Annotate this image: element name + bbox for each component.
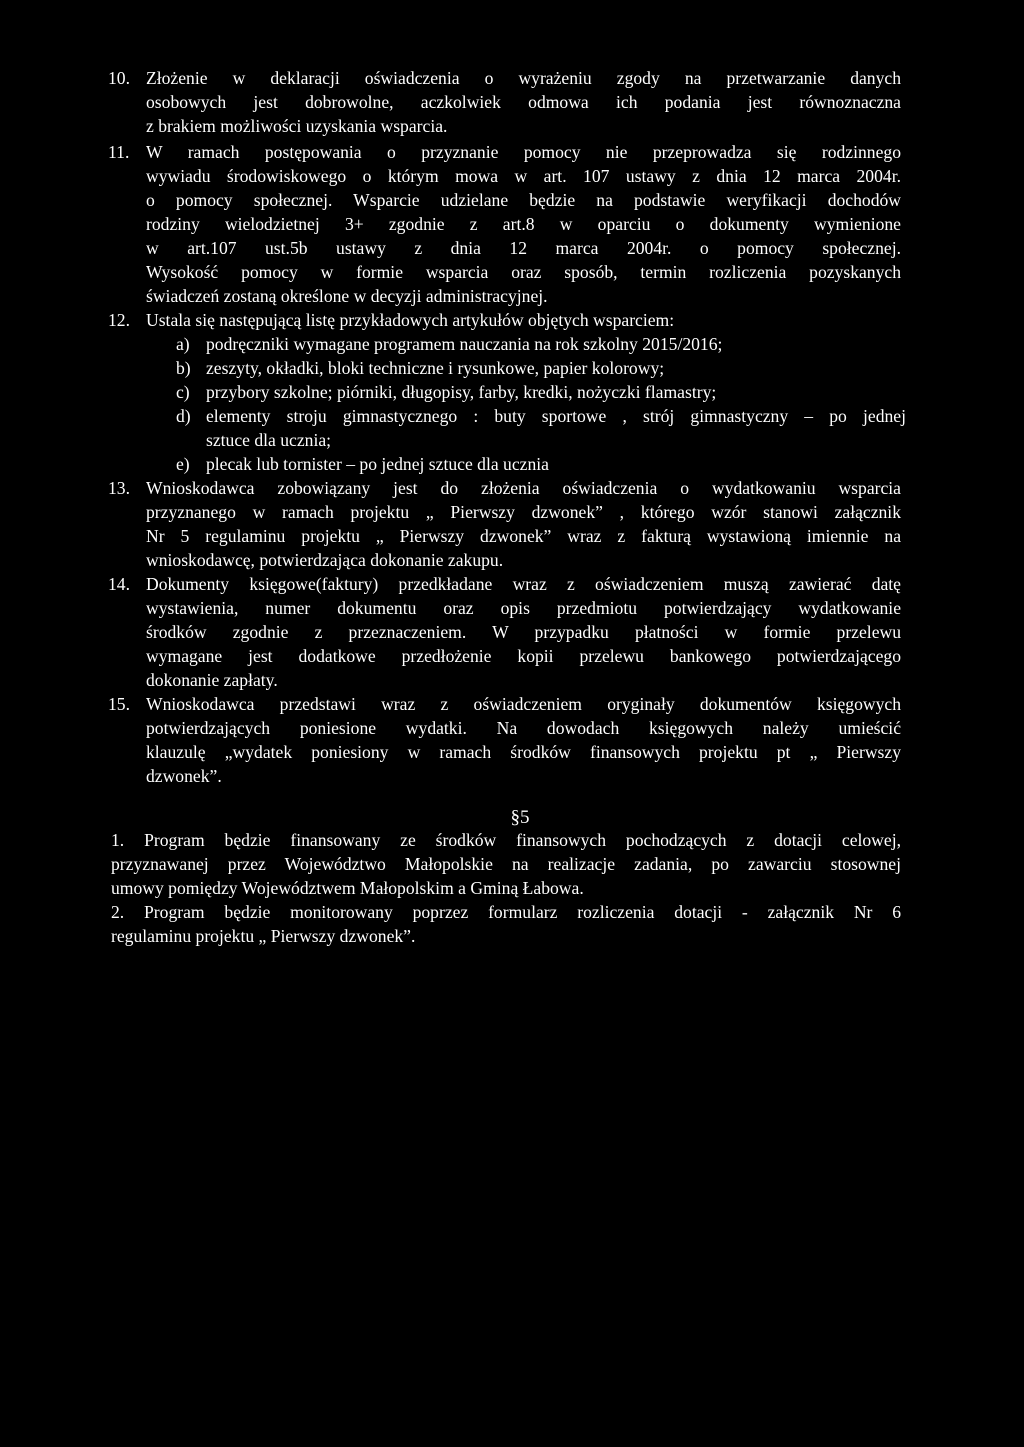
item-text bbox=[146, 476, 901, 572]
text-line: wystawienia, numer dokumentu oraz opis przedmiotu potwierdzający wydatkowanie bbox=[146, 598, 901, 618]
section-body bbox=[111, 828, 901, 948]
text-line: przyznawanej przez Województwo Małopolskie na realizacje zadania, po zawarciu stosownej bbox=[111, 854, 901, 874]
text-line: regulaminu projektu „ Pierwszy dzwonek”. bbox=[111, 926, 416, 946]
text-line: dokonanie zapłaty. bbox=[146, 670, 278, 690]
text-line: umowy pomiędzy Województwem Małopolskim a Gminą Łabowa. bbox=[111, 878, 584, 898]
text-line: przyznanego w ramach projektu „ Pierwszy dzwonek” , którego wzór stanowi załącznik bbox=[146, 502, 901, 522]
text-line: świadczeń zostaną określone w decyzji administracyjnej. bbox=[146, 286, 548, 306]
item-text bbox=[146, 140, 901, 308]
text-line: o pomocy społecznej. Wsparcie udzielane będzie na podstawie weryfikacji dochodów bbox=[146, 190, 901, 210]
text-line: Nr 5 regulaminu projektu „ Pierwszy dzwonek” wraz z fakturą wystawioną imiennie na bbox=[146, 526, 901, 546]
item-number: 14. bbox=[108, 574, 130, 594]
text-line: plecak lub tornister – po jednej sztuce dla ucznia bbox=[206, 454, 549, 474]
text-line: podręczniki wymagane programem nauczania na rok szkolny 2015/2016; bbox=[206, 334, 723, 354]
text-line: Złożenie w deklaracji oświadczenia o wyrażeniu zgody na przetwarzanie danych bbox=[146, 68, 901, 88]
text-line: w art.107 ust.5b ustawy z dnia 12 marca 2004r. o pomocy społecznej. bbox=[146, 238, 901, 258]
text-line: z brakiem możliwości uzyskania wsparcia. bbox=[146, 116, 448, 136]
item-number: 10. bbox=[108, 68, 130, 88]
text-line: 2. Program będzie monitorowany poprzez formularz rozliczenia dotacji - załącznik Nr 6 bbox=[111, 902, 901, 922]
subitem-label: b) bbox=[176, 358, 191, 378]
text-line: klauzulę „wydatek poniesiony w ramach środków finansowych projektu pt „ Pierwszy bbox=[146, 742, 901, 762]
text-line: rodziny wielodzietnej 3+ zgodnie z art.8 w oparciu o dokumenty wymienione bbox=[146, 214, 901, 234]
item-number: 11. bbox=[108, 142, 130, 162]
text-line: wymagane jest dodatkowe przedłożenie kopii przelewu bankowego potwierdzającego bbox=[146, 646, 901, 666]
text-line: przybory szkolne; piórniki, długopisy, farby, kredki, nożyczki flamastry; bbox=[206, 382, 717, 402]
item-text bbox=[146, 308, 901, 332]
section-heading: §5 bbox=[510, 807, 530, 828]
text-line: Wnioskodawca przedstawi wraz z oświadczeniem oryginały dokumentów księgowych bbox=[146, 694, 901, 714]
text-line: wnioskodawcę, potwierdzająca dokonanie zakupu. bbox=[146, 550, 504, 570]
item-text bbox=[146, 572, 901, 692]
item-text bbox=[146, 66, 901, 138]
subitem-label: d) bbox=[176, 406, 191, 426]
text-line: Ustala się następującą listę przykładowych artykułów objętych wsparciem: bbox=[146, 310, 675, 330]
item-number: 12. bbox=[108, 310, 130, 330]
item-text bbox=[146, 692, 901, 788]
text-line: potwierdzających poniesione wydatki. Na dowodach księgowych należy umieścić bbox=[146, 718, 901, 738]
text-line: elementy stroju gimnastycznego : buty sportowe , strój gimnastyczny – po jednej bbox=[206, 406, 906, 426]
text-line: środków zgodnie z przeznaczeniem. W przypadku płatności w formie przelewu bbox=[146, 622, 901, 642]
text-line: Wysokość pomocy w formie wsparcia oraz sposób, termin rozliczenia pozyskanych bbox=[146, 262, 901, 282]
text-line: wywiadu środowiskowego o którym mowa w art. 107 ustawy z dnia 12 marca 2004r. bbox=[146, 166, 901, 186]
text-line: dzwonek”. bbox=[146, 766, 222, 786]
text-line: W ramach postępowania o przyznanie pomocy nie przeprowadza się rodzinnego bbox=[146, 142, 901, 162]
text-line: osobowych jest dobrowolne, aczkolwiek odmowa ich podania jest równoznaczna bbox=[146, 92, 901, 112]
text-line: sztuce dla ucznia; bbox=[206, 430, 332, 450]
text-line: Dokumenty księgowe(faktury) przedkładane wraz z oświadczeniem muszą zawierać datę bbox=[146, 574, 901, 594]
subitem-label: c) bbox=[176, 382, 190, 402]
item-number: 13. bbox=[108, 478, 130, 498]
item-number: 15. bbox=[108, 694, 130, 714]
subitem-label: e) bbox=[176, 454, 190, 474]
subitem-label: a) bbox=[176, 334, 190, 354]
text-line: zeszyty, okładki, bloki techniczne i rysunkowe, papier kolorowy; bbox=[206, 358, 665, 378]
text-line: Wnioskodawca zobowiązany jest do złożenia oświadczenia o wydatkowaniu wsparcia bbox=[146, 478, 901, 498]
text-line: 1. Program będzie finansowany ze środków finansowych pochodzących z dotacji celowej, bbox=[111, 830, 901, 850]
